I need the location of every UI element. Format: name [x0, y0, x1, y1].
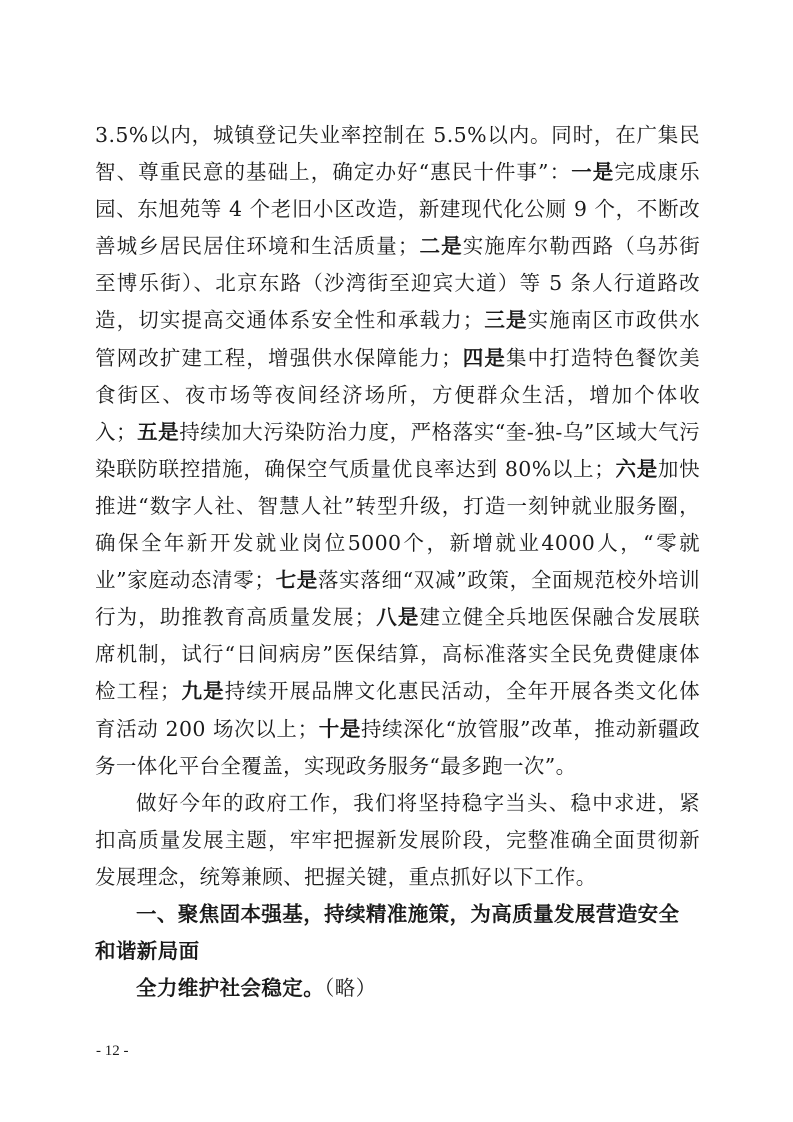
text-run: 实施库尔勒西路（乌苏街至博乐街）、北京东路（沙湾街至迎宾大道）等 5 条人行道路改造，切实提高交通体系安全性和承载力； [95, 234, 700, 333]
paragraph-work-plan: 做好今年的政府工作，我们将坚持稳字当头、稳中求进，紧扣高质量发展主题，牢牢把握新发展阶段，完整准确全面贯彻新发展理念，统筹兼顾、把握关键，重点抓好以下工作。 [95, 790, 700, 889]
text-run: 落实落细“双减”政策，全面规范校外培训行为，助推教育高质量发展； [95, 568, 700, 630]
text-run: 持续加大污染防治力度，严格落实“奎-独-乌”区域大气污染联防联控措施，确保空气质量优良率达到 80%以上； [95, 419, 700, 481]
text-run: 集中打造特色餐饮美食街区、夜市场等夜间经济场所，方便群众生活，增加个体收入； [95, 345, 700, 444]
bold-marker: 八是 [375, 605, 420, 630]
text-run: 实施南区市政供水管网改扩建工程，增强供水保障能力； [95, 308, 700, 370]
bold-marker: 九是 [180, 679, 225, 704]
section-heading: 一、聚焦固本强基，持续精准施策，为高质量发展营造安全和谐新局面 [95, 901, 680, 964]
text-run: 持续深化“放管服”改革，推动新疆政务一体化平台全覆盖，实现政务服务“最多跑一次”。 [95, 716, 700, 778]
text-run: 完成康乐园、东旭苑等 4 个老旧小区改造，新建现代化公厕 9 个，不断改善城乡居民居住环境和生活质量； [95, 160, 700, 259]
subsection-note: （略） [324, 976, 377, 1001]
paragraph-huimin-shijian [95, 117, 700, 785]
text-run: 3.5%以内，城镇登记失业率控制在 5.5%以内。同时，在广集民智、尊重民意的基础上，确定办好“惠民十件事”： [95, 123, 700, 185]
bold-marker: 四是 [462, 345, 507, 370]
text-run: 建立健全兵地医保融合发展联席机制，试行“日间病房”医保结算，高标准落实全民免费健康体检工程； [95, 605, 700, 704]
bold-marker: 三是 [483, 308, 528, 333]
bold-marker: 二是 [418, 234, 463, 259]
text-run: 加快推进“数字人社、智慧人社”转型升级，打造一刻钟就业服务圈，确保全年新开发就业岗位5000个，新增就业4000人，“零就业”家庭动态清零； [95, 456, 700, 593]
bold-marker: 一是 [571, 160, 615, 185]
bold-marker: 六是 [615, 456, 658, 481]
subsection-title [95, 970, 700, 1007]
text-run: 持续开展品牌文化惠民活动，全年开展各类文化体育活动 200 场次以上； [95, 679, 700, 741]
document-body [95, 117, 700, 1007]
bold-marker: 七是 [275, 568, 318, 593]
subsection-bold: 全力维护社会稳定。 [136, 976, 325, 1001]
bold-marker: 五是 [136, 419, 180, 444]
page-number: - 12 - [96, 1043, 129, 1059]
bold-marker: 十是 [318, 716, 361, 741]
